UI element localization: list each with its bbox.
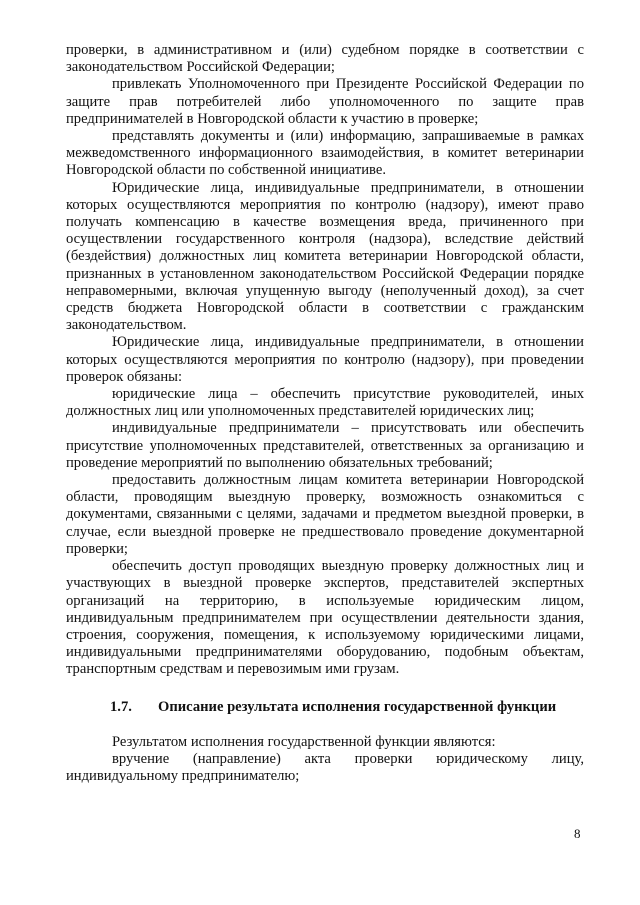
paragraph: обеспечить доступ проводящих выездную проверку должностных лиц и участвующих в выездной проверке экспертов, представителей экспертных организаций на территорию, в используемые юридическим лицом, индивидуальным предпринимателем при осуществлении деятельности здания, строения, сооружения, помещения, к используемому юридическими лицами, индивидуальными предпринимателями оборудованию, подобным объектам, транспортным средствам и перевозимым ими грузам. bbox=[66, 558, 584, 678]
page-number: 8 bbox=[574, 826, 581, 841]
paragraph: индивидуальные предприниматели – присутствовать или обеспечить присутствие уполномоченных представителей, ответственных за организацию и проведение мероприятий по выполнению обязательных требований; bbox=[66, 420, 584, 471]
paragraph: юридические лица – обеспечить присутствие руководителей, иных должностных лиц или уполномоченных представителей юридических лиц; bbox=[66, 386, 584, 420]
paragraph: проверки, в административном и (или) судебном порядке в соответствии с законодательством Российской Федерации; bbox=[66, 42, 584, 76]
document-page bbox=[66, 42, 584, 785]
section-title: Описание результата исполнения государственной функции bbox=[158, 698, 557, 715]
section-number: 1.7. bbox=[110, 698, 132, 715]
paragraph: привлекать Уполномоченного при Президенте Российской Федерации по защите прав потребителей либо уполномоченного по защите прав предпринимателей в Новгородской области к участию в проверке; bbox=[66, 76, 584, 127]
paragraph: Юридические лица, индивидуальные предприниматели, в отношении которых осуществляются мероприятия по контролю (надзору), при проведении проверок обязаны: bbox=[66, 334, 584, 385]
paragraph: Результатом исполнения государственной функции являются: bbox=[112, 733, 496, 750]
section-heading bbox=[66, 699, 584, 716]
paragraph: Юридические лица, индивидуальные предприниматели, в отношении которых осуществляются мероприятия по контролю (надзору), имеют право получать компенсацию в качестве возмещения вреда, причиненного при осуществлении государственного контроля (надзора), вследствие действий (бездействия) должностных лиц комитета ветеринарии Новгородской области, признанных в установленном законодательством Российской Федерации порядке неправомерными, включая упущенную выгоду (неполученный доход), за счет средств бюджета Новгородской области в соответствии с гражданским законодательством. bbox=[66, 179, 584, 334]
paragraph: предоставить должностным лицам комитета ветеринарии Новгородской области, проводящим выездную проверку, возможность ознакомиться с документами, связанными с целями, задачами и предметом выездной проверки, в случае, если выездной проверке не предшествовало проведение документарной проверки; bbox=[66, 472, 584, 557]
paragraph: вручение (направление) акта проверки юридическому лицу, индивидуальному предпринимателю; bbox=[66, 750, 584, 785]
paragraph: представлять документы и (или) информацию, запрашиваемые в рамках межведомственного информационного взаимодействия, в комитет ветеринарии Новгородской области по собственной инициативе. bbox=[66, 128, 584, 179]
